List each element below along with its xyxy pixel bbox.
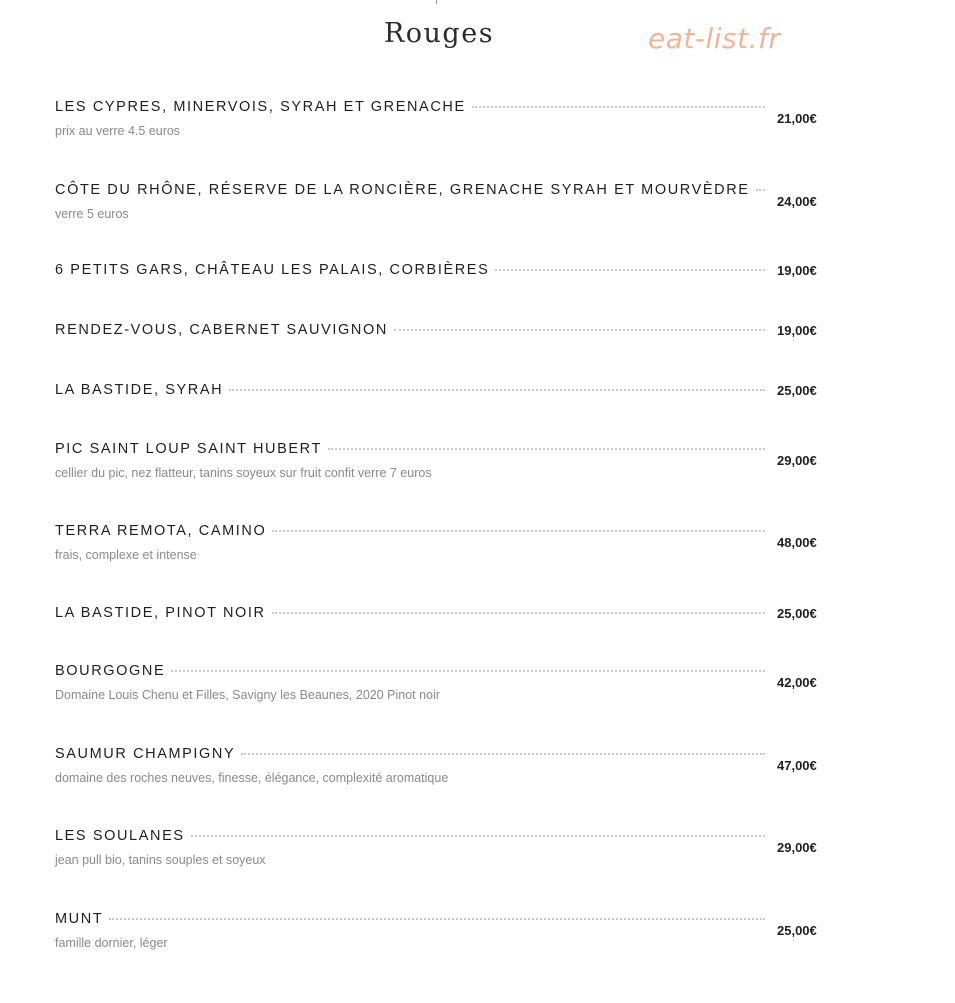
menu-item xyxy=(55,602,835,624)
menu-item-name-row xyxy=(55,182,777,198)
dotted-leader xyxy=(191,835,765,837)
menu-item-name: LA BASTIDE, PINOT NOIR xyxy=(55,605,266,621)
menu-item-name: BOURGOGNE xyxy=(55,662,166,679)
menu-item-name-row xyxy=(55,746,777,762)
menu-item-description: verre 5 euros xyxy=(55,206,129,221)
top-divider-mark xyxy=(436,0,437,4)
menu-item xyxy=(55,379,835,401)
menu-item-price: 19,00€ xyxy=(777,262,817,278)
menu-item-price: 29,00€ xyxy=(777,452,817,468)
menu-item-description: cellier du pic, nez flatteur, tanins soyeux sur fruit confit verre 7 euros xyxy=(55,465,432,480)
menu-item-main xyxy=(55,262,777,278)
section-title: Rouges xyxy=(383,18,495,49)
menu-item-price: 25,00€ xyxy=(777,605,817,621)
dotted-leader xyxy=(272,612,765,614)
dotted-leader xyxy=(241,753,765,755)
dotted-leader xyxy=(272,530,765,532)
menu-item-name: SAUMUR CHAMPIGNY xyxy=(55,745,236,762)
menu-item xyxy=(55,94,835,142)
dotted-leader xyxy=(328,448,765,450)
menu-item-name: LES SOULANES xyxy=(55,827,185,844)
menu-item xyxy=(55,259,835,281)
dotted-leader xyxy=(171,670,765,672)
menu-item-price: 24,00€ xyxy=(777,193,817,209)
dotted-leader xyxy=(394,329,765,331)
wine-menu-list xyxy=(55,94,835,954)
menu-item-name-row xyxy=(55,911,777,927)
menu-item-main xyxy=(55,523,777,562)
menu-item-price: 42,00€ xyxy=(777,674,817,690)
menu-item xyxy=(55,436,835,484)
menu-item xyxy=(55,658,835,706)
menu-item xyxy=(55,741,835,789)
menu-item-name: LES CYPRES, MINERVOIS, SYRAH ET GRENACHE xyxy=(55,98,466,115)
menu-item-price: 25,00€ xyxy=(777,922,817,938)
menu-item-description: prix au verre 4.5 euros xyxy=(55,123,181,138)
menu-item-price: 21,00€ xyxy=(777,110,817,126)
dotted-leader xyxy=(756,189,765,191)
menu-item-main xyxy=(55,746,777,785)
menu-item-main xyxy=(55,99,777,138)
menu-item-price: 29,00€ xyxy=(777,839,817,855)
menu-item-name: PIC SAINT LOUP SAINT HUBERT xyxy=(55,440,322,457)
menu-item-name-row xyxy=(55,262,777,278)
menu-item xyxy=(55,518,835,566)
menu-item-main xyxy=(55,182,777,221)
menu-item-main xyxy=(55,322,777,338)
menu-item xyxy=(55,177,835,225)
menu-item-name-row xyxy=(55,828,777,844)
menu-item-description: frais, complexe et intense xyxy=(55,547,197,562)
menu-item-main xyxy=(55,441,777,480)
menu-item-name-row xyxy=(55,523,777,539)
menu-item-description: famille dornier, léger xyxy=(55,935,168,950)
dotted-leader xyxy=(109,918,765,920)
menu-item-name-row xyxy=(55,99,777,115)
menu-item-description: domaine des roches neuves, finesse, élégance, complexité aromatique xyxy=(55,770,449,785)
menu-item-description: Domaine Louis Chenu et Filles, Savigny les Beaunes, 2020 Pinot noir xyxy=(55,687,440,702)
menu-item-price: 25,00€ xyxy=(777,382,817,398)
menu-item xyxy=(55,319,835,341)
menu-item-main xyxy=(55,605,777,621)
menu-item-name: CÔTE DU RHÔNE, RÉSERVE DE LA RONCIÈRE, GRENACHE SYRAH ET MOURVÈDRE xyxy=(55,181,750,198)
menu-item xyxy=(55,906,835,954)
menu-item-name: TERRA REMOTA, CAMINO xyxy=(55,522,267,539)
menu-item-main xyxy=(55,911,777,950)
menu-item-price: 47,00€ xyxy=(777,757,817,773)
watermark-logo: eat-list.fr xyxy=(648,22,781,55)
menu-item-name-row xyxy=(55,382,777,398)
menu-item-name: RENDEZ-VOUS, CABERNET SAUVIGNON xyxy=(55,322,388,338)
menu-item-name-row xyxy=(55,441,777,457)
menu-item-main xyxy=(55,828,777,867)
dotted-leader xyxy=(229,389,765,391)
menu-item-name: 6 PETITS GARS, CHÂTEAU LES PALAIS, CORBIÈRES xyxy=(55,262,490,278)
menu-item-name: LA BASTIDE, SYRAH xyxy=(55,382,224,398)
menu-item-main xyxy=(55,382,777,398)
dotted-leader xyxy=(495,269,765,271)
menu-item-name: MUNT xyxy=(55,910,104,927)
menu-item-name-row xyxy=(55,663,777,679)
menu-item-name-row xyxy=(55,605,777,621)
menu-item-main xyxy=(55,663,777,702)
dotted-leader xyxy=(472,106,765,108)
menu-item-name-row xyxy=(55,322,777,338)
menu-item-description: jean pull bio, tanins souples et soyeux xyxy=(55,852,266,867)
menu-item-price: 48,00€ xyxy=(777,534,817,550)
menu-item xyxy=(55,823,835,871)
menu-item-price: 19,00€ xyxy=(777,322,817,338)
